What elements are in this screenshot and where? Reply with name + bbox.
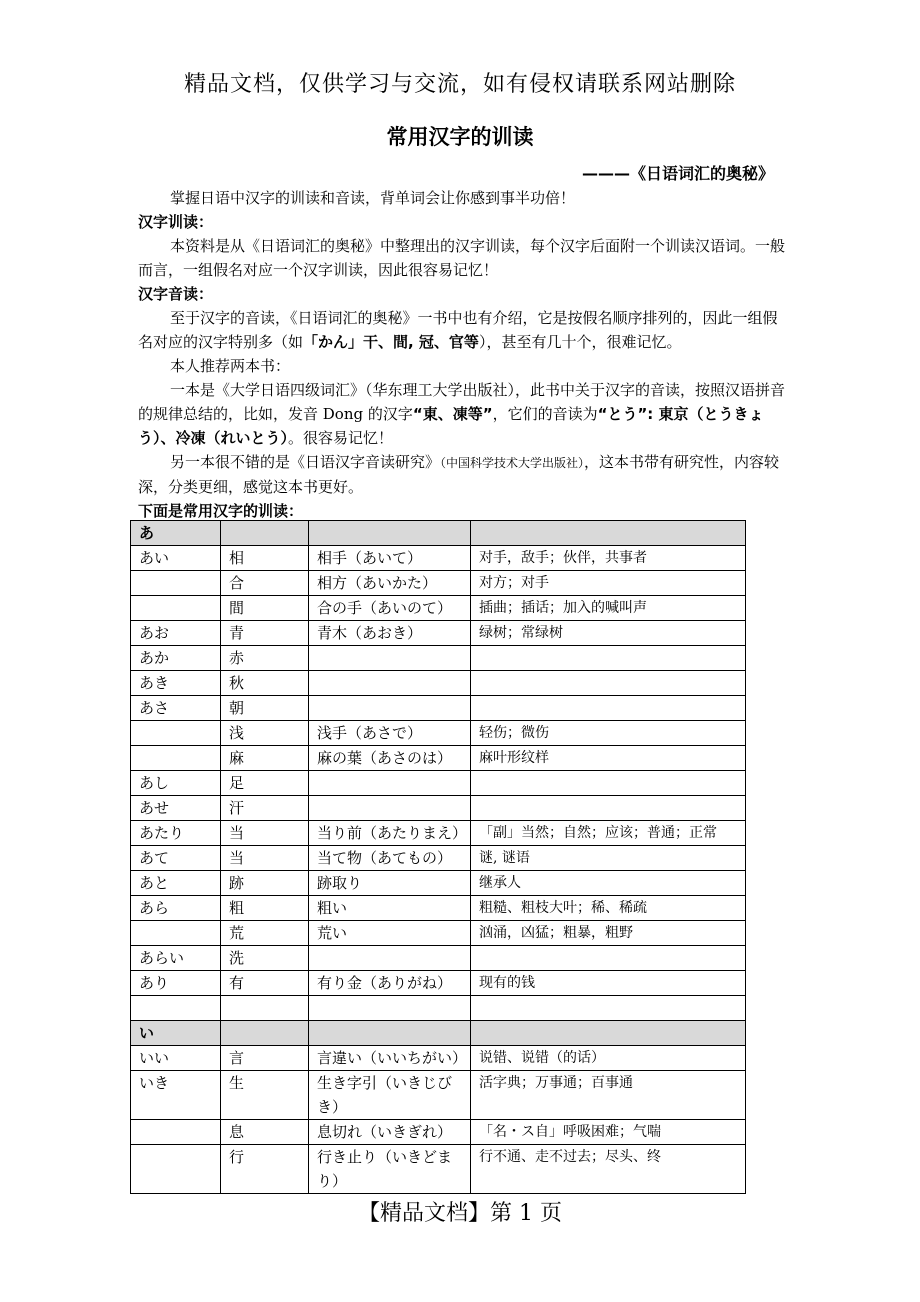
word-cell: 生き字引（いきじびき） — [309, 1071, 471, 1120]
table-row — [131, 821, 746, 846]
table-row — [131, 996, 746, 1021]
table-section-header — [131, 521, 746, 546]
table-row — [131, 946, 746, 971]
table-row — [131, 796, 746, 821]
table-row — [131, 771, 746, 796]
kanji-cell: 足 — [221, 771, 309, 796]
table-cell — [471, 521, 746, 546]
kanji-cell: 粗 — [221, 896, 309, 921]
kana-cell — [131, 571, 221, 596]
word-cell — [309, 696, 471, 721]
book2-text-a: 另一本很不错的是《日语汉字音读研究》 — [170, 453, 441, 471]
kanji-cell: 麻 — [221, 746, 309, 771]
table-cell — [309, 521, 471, 546]
meaning-cell — [471, 771, 746, 796]
kanji-cell: 当 — [221, 821, 309, 846]
kana-cell: あお — [131, 621, 221, 646]
book1-example: “東、凍等” — [412, 405, 493, 423]
word-cell: 当て物（あてもの） — [309, 846, 471, 871]
word-cell: 荒い — [309, 921, 471, 946]
table-row — [131, 571, 746, 596]
meaning-cell — [471, 671, 746, 696]
kanji-cell: 当 — [221, 846, 309, 871]
word-cell — [309, 771, 471, 796]
table-cell — [221, 521, 309, 546]
kanji-cell: 生 — [221, 1071, 309, 1120]
meaning-cell: 粗糙、粗枝大叶；稀、稀疏 — [471, 896, 746, 921]
section-label: あ — [131, 521, 221, 546]
table-row — [131, 746, 746, 771]
table-row — [131, 696, 746, 721]
kana-cell: あさ — [131, 696, 221, 721]
kanji-cell: 赤 — [221, 646, 309, 671]
kana-cell: あたり — [131, 821, 221, 846]
kanji-reading-table — [130, 520, 746, 1194]
book2-text-c: ，这本书带有研究性，内容较深，分类更细，感觉这本书更好。 — [138, 453, 780, 496]
on-text-example: 「かん」干、間, 冠、官等 — [303, 333, 479, 351]
kanji-cell — [221, 996, 309, 1021]
kana-cell — [131, 1145, 221, 1194]
word-cell — [309, 946, 471, 971]
meaning-cell: 说错、说错（的话） — [471, 1046, 746, 1071]
book1-text-c: ，它们的音读为 — [492, 405, 598, 423]
table-row — [131, 596, 746, 621]
meaning-cell: 行不通、走不过去；尽头、终 — [471, 1145, 746, 1194]
table-row — [131, 1071, 746, 1120]
table-row — [131, 671, 746, 696]
section-text-on — [138, 306, 788, 354]
kana-cell — [131, 996, 221, 1021]
kanji-cell: 間 — [221, 596, 309, 621]
section-heading-on: 汉字音读： — [138, 285, 214, 303]
kana-cell: あせ — [131, 796, 221, 821]
kana-cell: あと — [131, 871, 221, 896]
kanji-cell: 洗 — [221, 946, 309, 971]
word-cell: 麻の葉（あさのは） — [309, 746, 471, 771]
kanji-cell: 荒 — [221, 921, 309, 946]
table-cell — [471, 1021, 746, 1046]
word-cell: 有り金（ありがね） — [309, 971, 471, 996]
kanji-cell: 青 — [221, 621, 309, 646]
recommend-text: 本人推荐两本书： — [170, 357, 291, 375]
table-row — [131, 971, 746, 996]
word-cell — [309, 996, 471, 1021]
table-row — [131, 1046, 746, 1071]
meaning-cell: 插曲；插话；加入的喊叫声 — [471, 596, 746, 621]
meaning-cell: 谜, 谜语 — [471, 846, 746, 871]
word-cell — [309, 671, 471, 696]
page-footer: 【精品文档】第 1 页 — [358, 1201, 562, 1226]
kana-cell — [131, 596, 221, 621]
meaning-cell — [471, 996, 746, 1021]
meaning-cell: 继承人 — [471, 871, 746, 896]
meaning-cell: 「名・ス自」呼吸困难；气喘 — [471, 1120, 746, 1145]
kanji-cell: 有 — [221, 971, 309, 996]
word-cell: 息切れ（いきぎれ） — [309, 1120, 471, 1145]
meaning-cell: 对方；对手 — [471, 571, 746, 596]
table-row — [131, 621, 746, 646]
book1-text-a: 一本是《大学日语四级词汇》（华东理工大学出版社），此书中关于汉字的音读，按照汉语拼音的规律总结的，比如，发音 Dong 的汉字 — [138, 381, 786, 423]
word-cell: 浅手（あさで） — [309, 721, 471, 746]
section-label: い — [131, 1021, 221, 1046]
kanji-cell: 言 — [221, 1046, 309, 1071]
kanji-cell: 浅 — [221, 721, 309, 746]
book2-paragraph — [138, 450, 788, 499]
table-row — [131, 1120, 746, 1145]
table-section-header — [131, 1021, 746, 1046]
document-title: 常用汉字的训读 — [386, 125, 534, 149]
kana-cell: あい — [131, 546, 221, 571]
intro-paragraph: 掌握日语中汉字的训读和音读，背单词会让你感到事半功倍！ — [170, 189, 576, 207]
table-row — [131, 546, 746, 571]
meaning-cell: 麻叶形纹样 — [471, 746, 746, 771]
section-text-kun: 本资料是从《日语词汇的奥秘》中整理出的汉字训读，每个汉字后面附一个训读汉语词。一般而言，一组假名对应一个汉字训读，因此很容易记忆！ — [138, 237, 786, 279]
table-row — [131, 921, 746, 946]
word-cell: 相手（あいて） — [309, 546, 471, 571]
book2-publisher: （中国科学技术大学出版社） — [440, 456, 585, 470]
kana-cell — [131, 721, 221, 746]
kanji-cell: 秋 — [221, 671, 309, 696]
table-row — [131, 721, 746, 746]
kana-cell: あら — [131, 896, 221, 921]
word-cell — [309, 646, 471, 671]
table-row — [131, 896, 746, 921]
meaning-cell: 轻伤；微伤 — [471, 721, 746, 746]
word-cell: 青木（あおき） — [309, 621, 471, 646]
on-text-a: 至于汉字的音读，《日语词汇的奥秘》一书中也有介绍，它是按假名顺序排列的，因此一组假名对应的汉字特别多（如 — [138, 309, 778, 351]
table-cell — [221, 1021, 309, 1046]
meaning-cell: 绿树；常绿树 — [471, 621, 746, 646]
meaning-cell — [471, 796, 746, 821]
word-cell: 合の手（あいのて） — [309, 596, 471, 621]
book1-reading: “とう”: 東京（とうきょう）、冷凍（れいとう） — [138, 405, 764, 447]
kana-cell — [131, 921, 221, 946]
kanji-cell: 行 — [221, 1145, 309, 1194]
book1-paragraph — [138, 378, 788, 450]
word-cell: 言違い（いいちがい） — [309, 1046, 471, 1071]
kana-cell: いい — [131, 1046, 221, 1071]
kana-cell: あらい — [131, 946, 221, 971]
page-header: 精品文档，仅供学习与交流，如有侵权请联系网站删除 — [183, 72, 736, 97]
kana-cell: あか — [131, 646, 221, 671]
word-cell: 当り前（あたりまえ） — [309, 821, 471, 846]
meaning-cell: 「副」当然；自然；应该；普通；正常 — [471, 821, 746, 846]
document-subtitle: ———《日语词汇的奥秘》 — [581, 164, 774, 183]
table-row — [131, 1145, 746, 1194]
table-row — [131, 846, 746, 871]
word-cell: 相方（あいかた） — [309, 571, 471, 596]
kanji-cell: 合 — [221, 571, 309, 596]
document-body — [138, 186, 788, 523]
kanji-cell: 汗 — [221, 796, 309, 821]
kana-cell: あり — [131, 971, 221, 996]
on-text-c: ），甚至有几十个，很难记忆。 — [478, 333, 682, 351]
word-cell: 跡取り — [309, 871, 471, 896]
book1-text-e: 。很容易记忆！ — [288, 429, 394, 447]
kanji-cell: 跡 — [221, 871, 309, 896]
kanji-cell: 朝 — [221, 696, 309, 721]
kanji-cell: 相 — [221, 546, 309, 571]
table-row — [131, 646, 746, 671]
table-cell — [309, 1021, 471, 1046]
kanji-cell: 息 — [221, 1120, 309, 1145]
table-row — [131, 871, 746, 896]
meaning-cell: 现有的钱 — [471, 971, 746, 996]
meaning-cell: 活字典；万事通；百事通 — [471, 1071, 746, 1120]
meaning-cell: 对手，敌手；伙伴，共事者 — [471, 546, 746, 571]
section-heading-kun: 汉字训读： — [138, 213, 214, 231]
kana-cell: あし — [131, 771, 221, 796]
kana-cell: あき — [131, 671, 221, 696]
word-cell: 粗い — [309, 896, 471, 921]
kana-cell: いき — [131, 1071, 221, 1120]
table-heading: 下面是常用汉字的训读： — [138, 502, 304, 520]
kana-cell — [131, 746, 221, 771]
word-cell — [309, 796, 471, 821]
kana-cell — [131, 1120, 221, 1145]
meaning-cell — [471, 696, 746, 721]
meaning-cell — [471, 946, 746, 971]
meaning-cell: 汹涌，凶猛；粗暴，粗野 — [471, 921, 746, 946]
kana-cell: あて — [131, 846, 221, 871]
word-cell: 行き止り（いきどまり） — [309, 1145, 471, 1194]
meaning-cell — [471, 646, 746, 671]
